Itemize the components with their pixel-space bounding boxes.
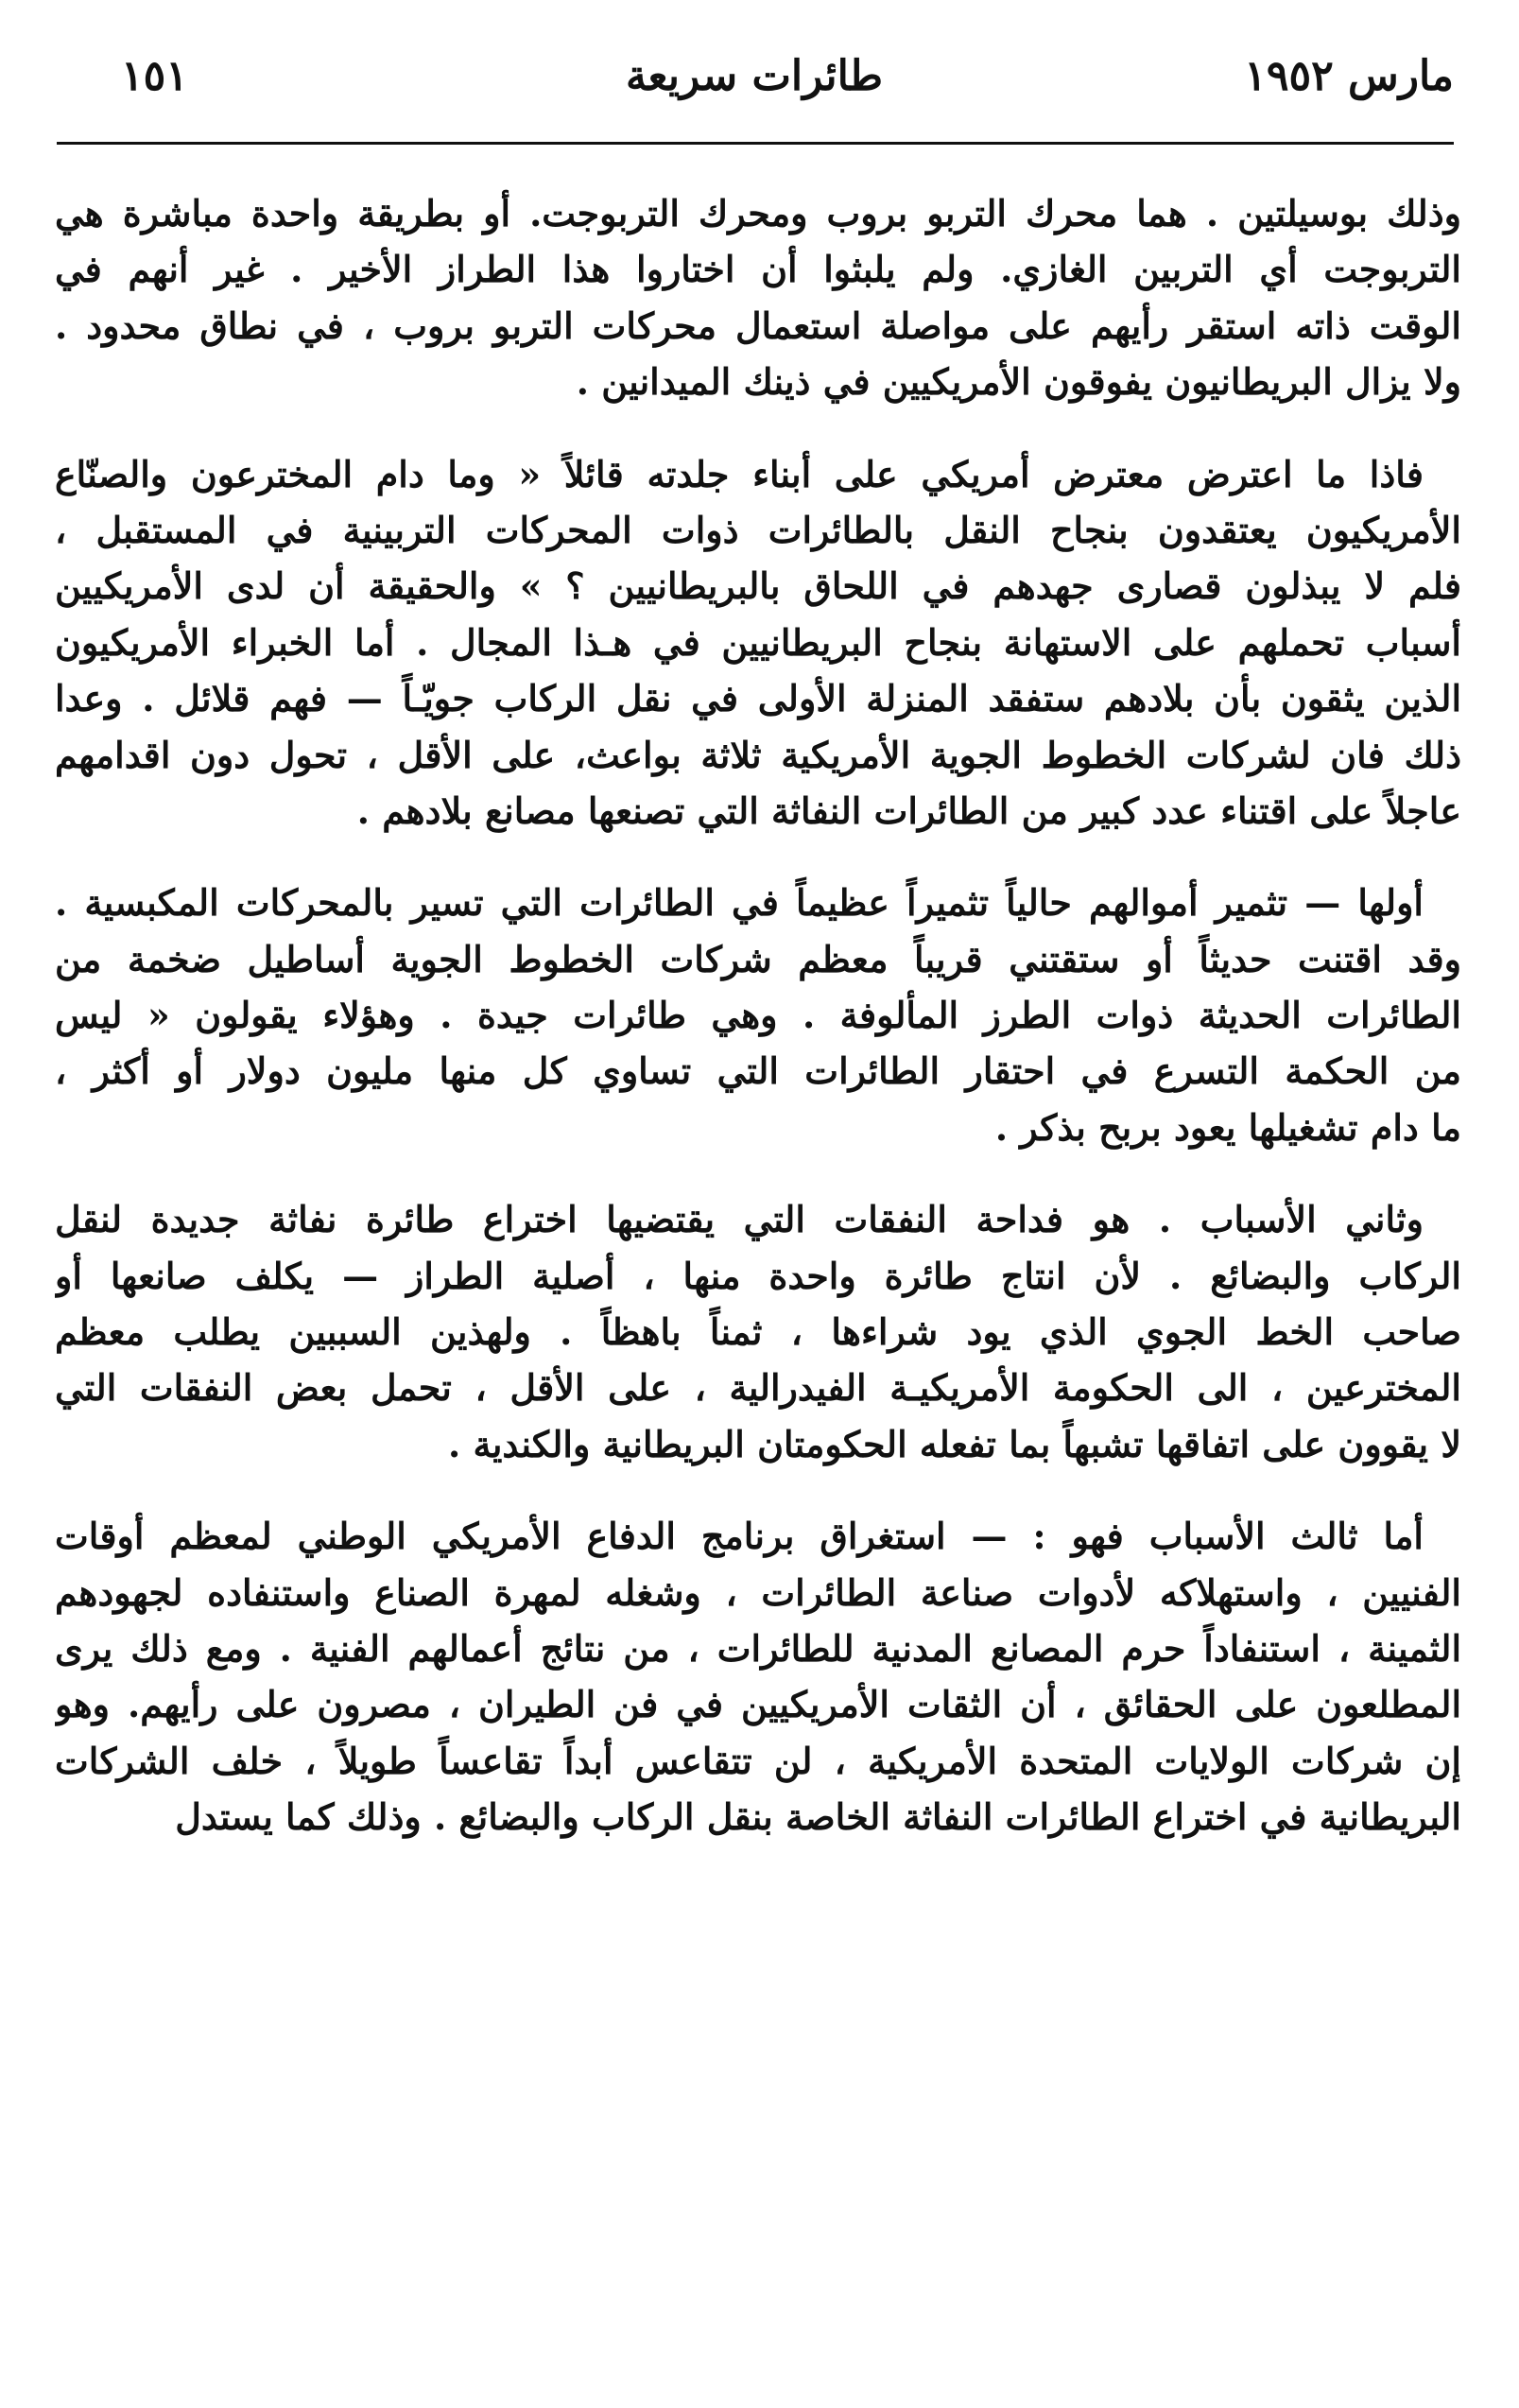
text-line: الفنيين ، واستهلاكه لأدوات صناعة الطائرات ، وشغله لمهرة الصناع واستنفاده لجهودهم [55,1570,1461,1614]
text-line: ذلك فان لشركات الخطوط الجوية الأمريكية ثلاثة بواعث، على الأقل ، تحول دون اقدامهم [55,733,1461,776]
text-line: المطلعون على الحقائق ، أن الثقات الأمريكيين في فن الطيران ، مصرون على رأيهم. وهو [55,1683,1461,1726]
text-line: أولها — تثمير أموالهم حالياً تثميراً عظيماً في الطائرات التي تسير بالمحركات المكبسية . [55,881,1424,925]
header-title: طائرات سريعة [625,52,884,100]
paragraph [55,1191,1461,1472]
text-line: وذلك بوسيلتين . هما محرك التربو بروب ومحرك التربوجت. أو بطريقة واحدة مباشرة هي [55,192,1461,234]
text-line: الذين يثقون بأن بلادهم ستفقد المنزلة الأولى في نقل الركاب جويّـاً — فهم قلائل . وعدا [55,677,1461,720]
text-line: الطائرات الحديثة ذوات الطرز المألوفة . وهي طائرات جيدة . وهؤلاء يقولون « ليس [55,994,1461,1037]
text-line: الأمريكيون يعتقدون بنجاح النقل بالطائرات ذوات المحركات التربينية في المستقبل ، [55,508,1461,551]
text-line: صاحب الخط الجوي الذي يود شراءها ، ثمناً باهظاً . ولهذين السببين يطلب معظم [55,1310,1461,1354]
text-line: المخترعين ، الى الحكومة الأمريكيـة الفيدرالية ، على الأقل ، تحمل بعض النفقات التي [55,1366,1461,1410]
page-number: ١٥١ [121,52,188,100]
paragraph [55,875,1461,1155]
text-line: الوقت ذاته استقر رأيهم على مواصلة استعمال محركات التربو بروب ، في نطاق محدود . [55,303,1461,347]
paragraph [55,185,1461,410]
text-line: البريطانية في اختراع الطائرات النفاثة الخاصة بنقل الركاب والبضائع . وذلك كما يستدل [175,1795,1461,1839]
text-line: فلم لا يبذلون قصارى جهدهم في اللحاق بالبريطانيين ؟ » والحقيقة أن لدى الأمريكيين [55,564,1461,608]
header-rule [57,142,1454,145]
text-line: فاذا ما اعترض معترض أمريكي على أبناء جلدته قائلاً « وما دام المخترعون والصنّاع [55,452,1424,495]
text-line: عاجلاً على اقتناء عدد كبير من الطائرات النفاثة التي تصنعها مصانع بلادهم . [356,788,1461,832]
text-line: إن شركات الولايات المتحدة الأمريكية ، لن تتقاعس أبداً تقاعساً طويلاً ، خلف الشركات [55,1739,1461,1782]
text-line: وثاني الأسباب . هو فداحة النفقات التي يقتضيها اختراع طائرة نفاثة جديدة لنقل [55,1198,1424,1241]
text-line: التربوجت أي التربين الغازي. ولم يلبثوا أن اختاروا هذا الطراز الأخير . غير أنهم في [55,248,1461,291]
header-date: مارس ١٩٥٢ [1244,52,1454,100]
text-line: الثمينة ، استنفاداً حرم المصانع المدنية للطائرات ، من نتائج أعمالهم الفنية . ومع ذلك يرى [55,1626,1461,1670]
running-header [55,43,1454,110]
body-text [55,185,1461,1881]
text-line: وقد اقتنت حديثاً أو ستقتني قريباً معظم شركات الخطوط الجوية أساطيل ضخمة من [55,937,1461,980]
text-line: لا يقوون على اتفاقها تشبهاً بما تفعله الحكومتان البريطانية والكندية . [448,1422,1461,1465]
text-line: أسباب تحملهم على الاستهانة بنجاح البريطانيين في هـذا المجال . أما الخبراء الأمريكيون [55,620,1461,664]
paragraph [55,1508,1461,1845]
text-line: أما ثالث الأسباب فهو : — استغراق برنامج الدفاع الأمريكي الوطني لمعظم أوقات [55,1515,1424,1558]
text-line: ما دام تشغيلها يعود بربح بذكر . [994,1105,1461,1149]
paragraph [55,446,1461,840]
text-line: من الحكمة التسرع في احتقار الطائرات التي تساوي كل منها مليون دولار أو أكثر ، [55,1049,1461,1093]
text-line: الركاب والبضائع . لأن انتاج طائرة واحدة منها ، أصلية الطراز — يكلف صانعها أو [55,1254,1461,1297]
text-line: ولا يزال البريطانيون يفوقون الأمريكيين في ذينك الميدانين . [576,360,1461,404]
